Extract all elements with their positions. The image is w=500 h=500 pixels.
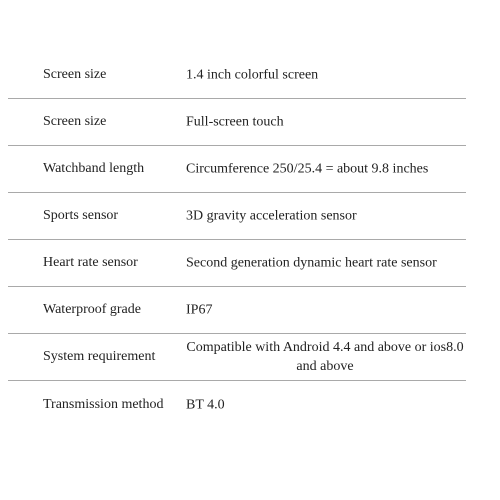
spec-label: Sports sensor [43,208,119,223]
spec-value: Circumference 250/25.4 = about 9.8 inches [186,161,429,177]
spec-value: Full-screen touch [186,114,284,130]
spec-value: BT 4.0 [186,397,225,412]
spec-label: System requirement [43,349,156,364]
spec-row-waterproof-grade [8,287,466,334]
spec-row-sports-sensor [8,193,466,240]
spec-label: Waterproof grade [43,302,141,317]
spec-row-screen-size [8,52,466,99]
spec-row-screen-touch [8,99,466,146]
spec-row-heart-rate-sensor [8,240,466,287]
spec-label: Transmission method [43,396,164,412]
spec-label: Screen size [43,114,107,129]
spec-value: 1.4 inch colorful screen [186,67,319,83]
spec-row-system-requirement [8,334,466,381]
spec-label: Heart rate sensor [43,255,138,270]
spec-value: IP67 [186,302,213,318]
spec-row-transmission-method [8,381,466,428]
spec-row-watchband-length [8,146,466,193]
spec-value: Second generation dynamic heart rate sensor [186,255,437,271]
spec-value: 3D gravity acceleration sensor [186,208,357,224]
spec-table [8,52,466,428]
spec-label: Screen size [43,67,107,82]
spec-value: Compatible with Android 4.4 and above or ios8.0 and above [186,340,464,374]
spec-label: Watchband length [43,161,145,176]
